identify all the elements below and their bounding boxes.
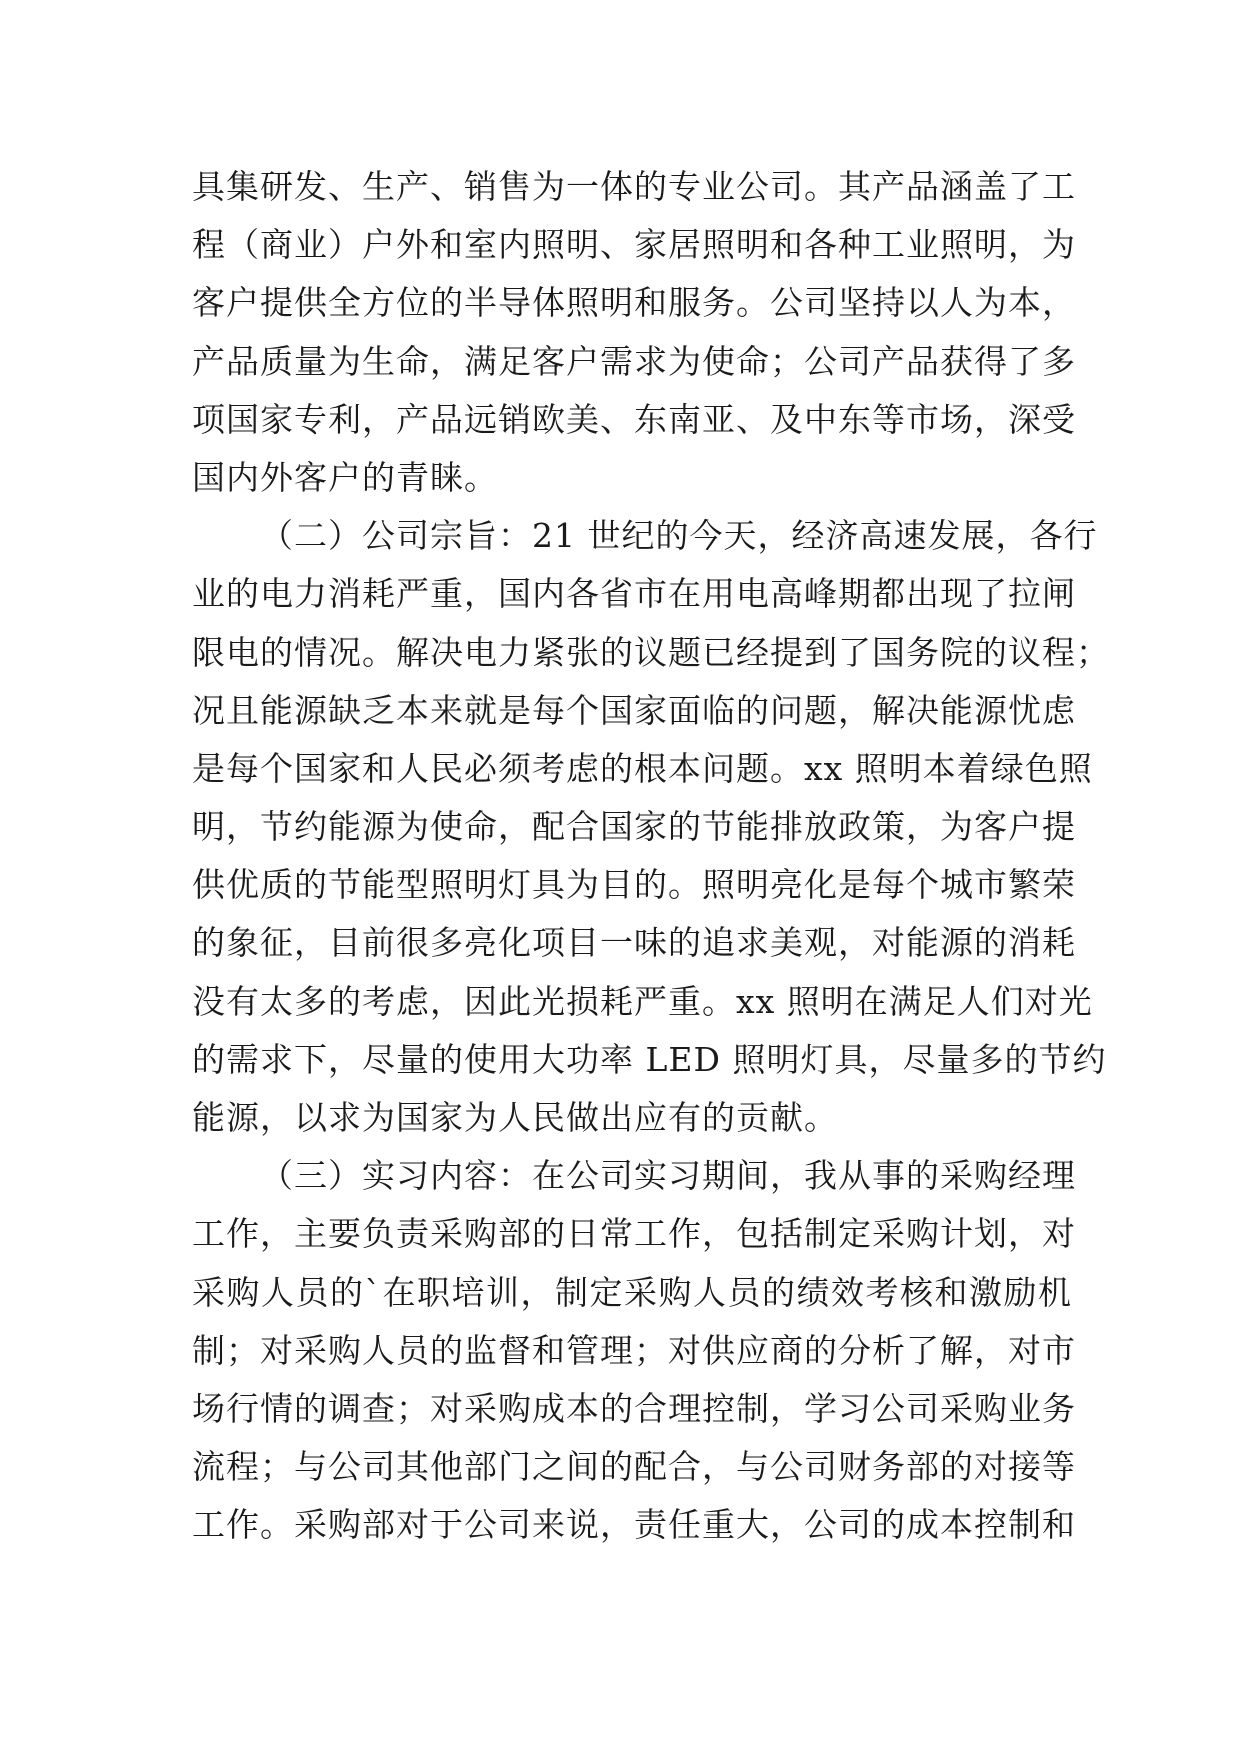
- text-line: 国内外客户的青睐。: [192, 457, 498, 497]
- text-line: 客户提供全方位的半导体照明和服务。公司坚持以人为本，: [192, 283, 1076, 323]
- paragraph-company-intro: [192, 158, 1076, 507]
- text-line: 明，节约能源为使命，配合国家的节能排放政策，为客户提: [192, 807, 1076, 847]
- text-line: 没有太多的考虑，因此光损耗严重。xx 照明在满足人们对光: [192, 981, 1093, 1021]
- paragraph-internship-content: [192, 1147, 1076, 1554]
- text-line: 的象征，目前很多亮化项目一味的追求美观，对能源的消耗: [192, 923, 1076, 963]
- text-line: 的需求下，尽量的使用大功率 LED 照明灯具，尽量多的节约: [192, 1039, 1107, 1079]
- text-line: （三）实习内容：在公司实习期间，我从事的采购经理: [260, 1156, 1076, 1196]
- document-body: [192, 158, 1110, 1555]
- text-line: 业的电力消耗严重，国内各省市在用电高峰期都出现了拉闸: [192, 574, 1076, 614]
- text-line: 项国家专利，产品远销欧美、东南亚、及中东等市场，深受: [192, 399, 1076, 439]
- text-line: 工作。采购部对于公司来说，责任重大，公司的成本控制和: [192, 1505, 1076, 1545]
- text-line: 工作，主要负责采购部的日常工作，包括制定采购计划，对: [192, 1214, 1076, 1254]
- text-line: 况且能源缺乏本来就是每个国家面临的问题，解决能源忧虑: [192, 690, 1076, 730]
- paragraph-company-purpose: [192, 507, 1110, 1147]
- text-line: 具集研发、生产、销售为一体的专业公司。其产品涵盖了工: [192, 167, 1076, 206]
- text-line: 场行情的调查；对采购成本的合理控制，学习公司采购业务: [192, 1388, 1076, 1428]
- text-line: 制；对采购人员的监督和管理；对供应商的分析了解，对市: [192, 1330, 1076, 1370]
- text-line: 流程；与公司其他部门之间的配合，与公司财务部的对接等: [192, 1447, 1076, 1487]
- text-line: 是每个国家和人民必须考虑的根本问题。xx 照明本着绿色照: [192, 748, 1093, 788]
- text-line: 供优质的节能型照明灯具为目的。照明亮化是每个城市繁荣: [192, 865, 1076, 905]
- text-line: 产品质量为生命，满足客户需求为使命；公司产品获得了多: [192, 341, 1076, 381]
- text-line: 采购人员的`在职培训，制定采购人员的绩效考核和激励机: [192, 1272, 1072, 1312]
- text-line: 程（商业）户外和室内照明、家居照明和各种工业照明，为: [192, 225, 1076, 265]
- text-line: （二）公司宗旨：21 世纪的今天，经济高速发展，各行: [260, 516, 1098, 556]
- text-line: 能源，以求为国家为人民做出应有的贡献。: [192, 1098, 838, 1137]
- text-line: 限电的情况。解决电力紧张的议题已经提到了国务院的议程；: [192, 632, 1110, 672]
